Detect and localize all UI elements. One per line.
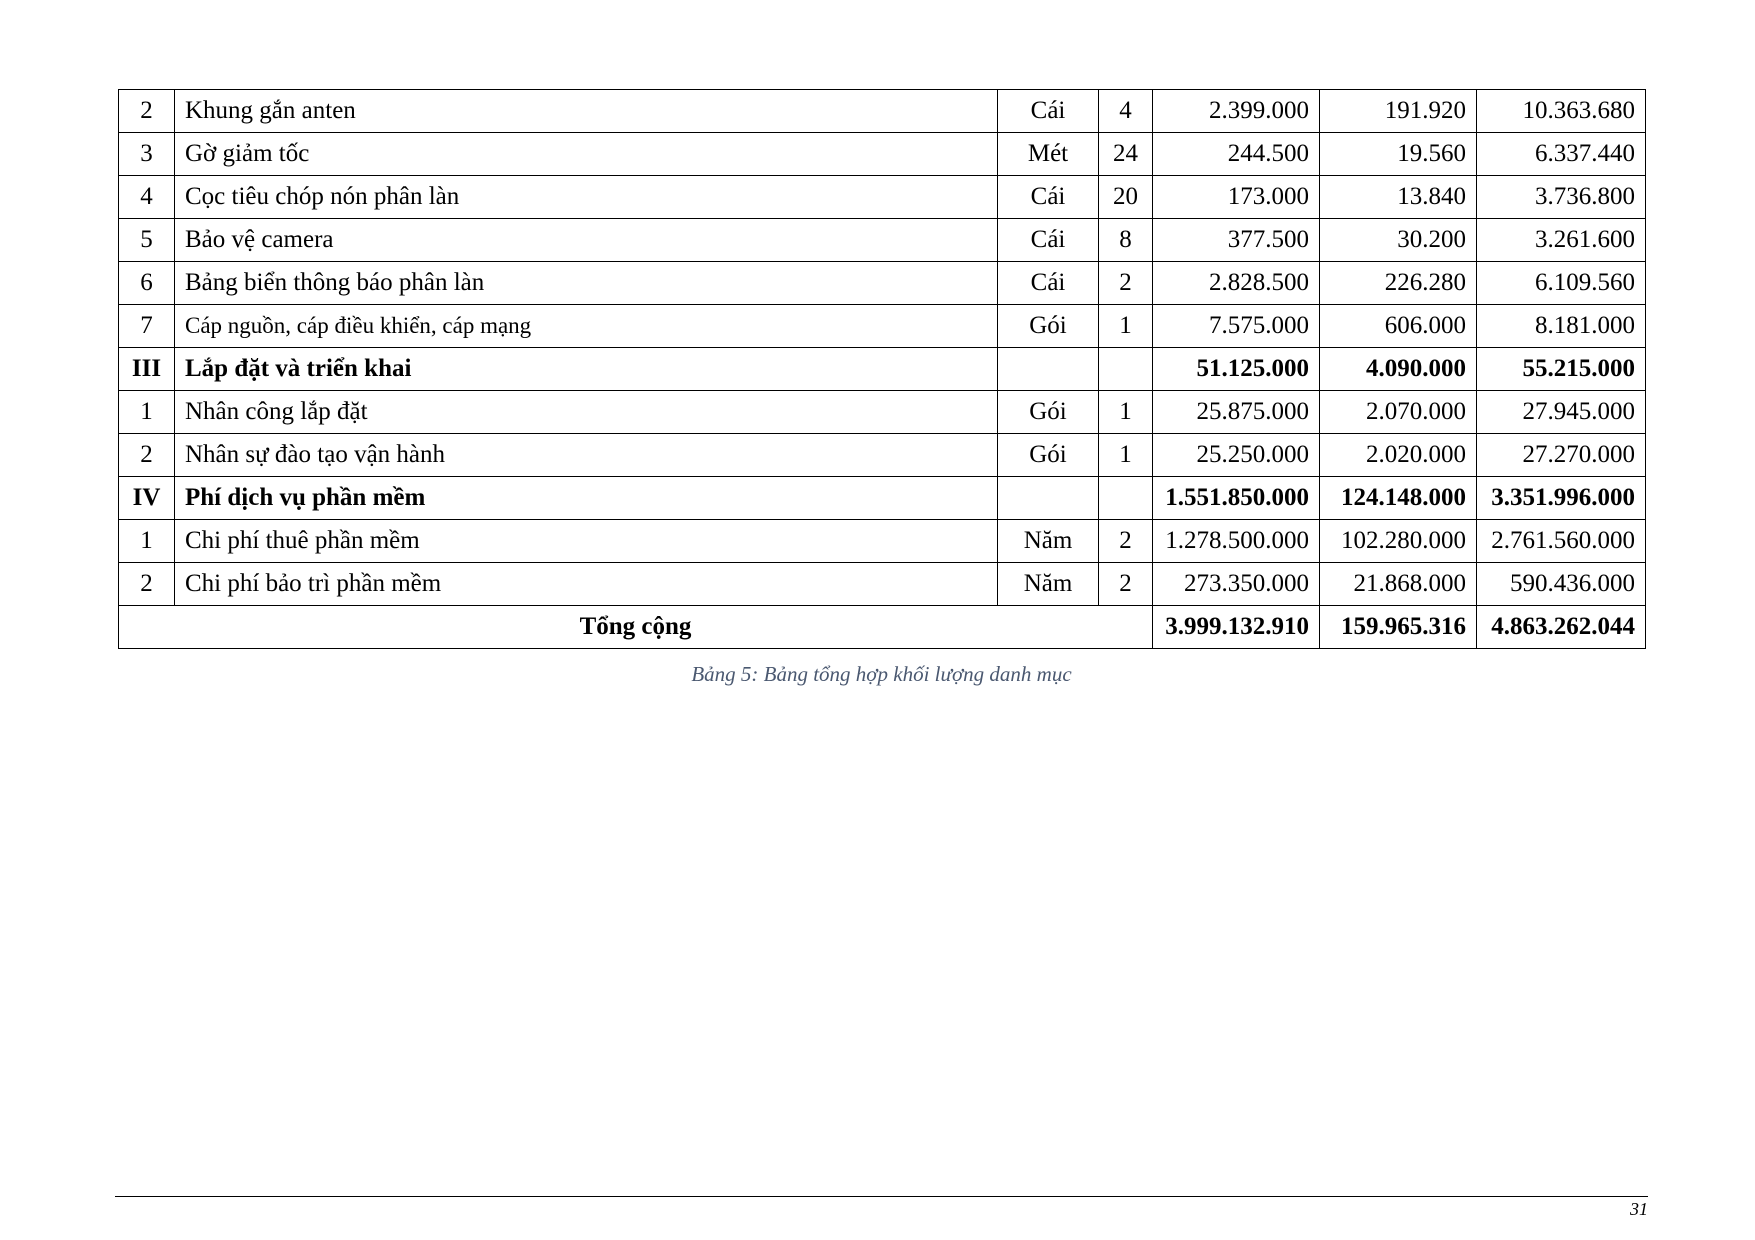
row-number: 2 <box>119 563 175 606</box>
item-unit: Mét <box>998 133 1099 176</box>
item-price: 25.250.000 <box>1153 434 1320 477</box>
item-price: 1.278.500.000 <box>1153 520 1320 563</box>
item-vat: 30.200 <box>1320 219 1477 262</box>
item-vat: 606.000 <box>1320 305 1477 348</box>
grand-total-price: 3.999.132.910 <box>1153 606 1320 649</box>
item-vat: 2.070.000 <box>1320 391 1477 434</box>
item-quantity: 24 <box>1099 133 1153 176</box>
item-quantity: 1 <box>1099 391 1153 434</box>
table-row <box>119 262 1646 305</box>
table-caption: Bảng 5: Bảng tổng hợp khối lượng danh mục <box>691 662 1072 686</box>
item-total: 6.109.560 <box>1477 262 1646 305</box>
section-price: 51.125.000 <box>1153 348 1320 391</box>
item-quantity: 2 <box>1099 563 1153 606</box>
footer-divider <box>115 1196 1648 1197</box>
item-unit: Cái <box>998 176 1099 219</box>
row-number: 4 <box>119 176 175 219</box>
item-price: 2.399.000 <box>1153 90 1320 133</box>
section-number: III <box>119 348 175 391</box>
item-unit: Gói <box>998 391 1099 434</box>
section-total: 55.215.000 <box>1477 348 1646 391</box>
item-quantity: 1 <box>1099 305 1153 348</box>
grand-total-label: Tổng cộng <box>119 606 1153 649</box>
item-price: 2.828.500 <box>1153 262 1320 305</box>
item-total: 3.736.800 <box>1477 176 1646 219</box>
section-total: 3.351.996.000 <box>1477 477 1646 520</box>
row-number: 2 <box>119 90 175 133</box>
row-number: 1 <box>119 391 175 434</box>
item-unit: Cái <box>998 219 1099 262</box>
item-quantity: 2 <box>1099 262 1153 305</box>
item-unit: Cái <box>998 262 1099 305</box>
item-quantity: 4 <box>1099 90 1153 133</box>
section-number: IV <box>119 477 175 520</box>
item-name: Gờ giảm tốc <box>175 133 998 176</box>
item-price: 377.500 <box>1153 219 1320 262</box>
item-unit: Năm <box>998 563 1099 606</box>
table-row <box>119 176 1646 219</box>
row-number: 1 <box>119 520 175 563</box>
item-unit: Gói <box>998 305 1099 348</box>
item-name: Bảng biển thông báo phân làn <box>175 262 998 305</box>
section-unit <box>998 477 1099 520</box>
page-number: 31 <box>1630 1199 1648 1219</box>
item-total: 3.261.600 <box>1477 219 1646 262</box>
section-row <box>119 348 1646 391</box>
item-quantity: 2 <box>1099 520 1153 563</box>
item-unit: Gói <box>998 434 1099 477</box>
row-number: 3 <box>119 133 175 176</box>
section-unit <box>998 348 1099 391</box>
item-name: Cọc tiêu chóp nón phân làn <box>175 176 998 219</box>
item-vat: 226.280 <box>1320 262 1477 305</box>
item-price: 173.000 <box>1153 176 1320 219</box>
item-unit: Năm <box>998 520 1099 563</box>
item-total: 590.436.000 <box>1477 563 1646 606</box>
item-quantity: 1 <box>1099 434 1153 477</box>
row-number: 5 <box>119 219 175 262</box>
section-quantity <box>1099 477 1153 520</box>
item-vat: 19.560 <box>1320 133 1477 176</box>
section-vat: 4.090.000 <box>1320 348 1477 391</box>
item-price: 273.350.000 <box>1153 563 1320 606</box>
table-row <box>119 133 1646 176</box>
item-quantity: 20 <box>1099 176 1153 219</box>
item-total: 6.337.440 <box>1477 133 1646 176</box>
item-name: Cáp nguồn, cáp điều khiển, cáp mạng <box>175 305 998 348</box>
table-body <box>119 90 1646 649</box>
row-number: 7 <box>119 305 175 348</box>
cost-summary-table <box>118 89 1646 649</box>
table-row <box>119 520 1646 563</box>
table-row <box>119 391 1646 434</box>
item-vat: 13.840 <box>1320 176 1477 219</box>
item-total: 10.363.680 <box>1477 90 1646 133</box>
table-row <box>119 563 1646 606</box>
item-name: Chi phí bảo trì phần mềm <box>175 563 998 606</box>
grand-total-amount: 4.863.262.044 <box>1477 606 1646 649</box>
item-total: 27.945.000 <box>1477 391 1646 434</box>
item-vat: 2.020.000 <box>1320 434 1477 477</box>
table-row <box>119 305 1646 348</box>
grand-total-vat: 159.965.316 <box>1320 606 1477 649</box>
section-vat: 124.148.000 <box>1320 477 1477 520</box>
section-quantity <box>1099 348 1153 391</box>
section-row <box>119 477 1646 520</box>
item-price: 7.575.000 <box>1153 305 1320 348</box>
item-name: Chi phí thuê phần mềm <box>175 520 998 563</box>
item-total: 27.270.000 <box>1477 434 1646 477</box>
table-row <box>119 434 1646 477</box>
section-price: 1.551.850.000 <box>1153 477 1320 520</box>
item-total: 2.761.560.000 <box>1477 520 1646 563</box>
item-quantity: 8 <box>1099 219 1153 262</box>
table-row <box>119 219 1646 262</box>
item-name: Nhân sự đào tạo vận hành <box>175 434 998 477</box>
row-number: 2 <box>119 434 175 477</box>
section-name: Phí dịch vụ phần mềm <box>175 477 998 520</box>
item-unit: Cái <box>998 90 1099 133</box>
item-price: 25.875.000 <box>1153 391 1320 434</box>
item-total: 8.181.000 <box>1477 305 1646 348</box>
item-name: Khung gắn anten <box>175 90 998 133</box>
row-number: 6 <box>119 262 175 305</box>
grand-total-row <box>119 606 1646 649</box>
item-vat: 191.920 <box>1320 90 1477 133</box>
item-vat: 102.280.000 <box>1320 520 1477 563</box>
item-name: Nhân công lắp đặt <box>175 391 998 434</box>
section-name: Lắp đặt và triển khai <box>175 348 998 391</box>
item-vat: 21.868.000 <box>1320 563 1477 606</box>
item-price: 244.500 <box>1153 133 1320 176</box>
table-row <box>119 90 1646 133</box>
item-name: Bảo vệ camera <box>175 219 998 262</box>
